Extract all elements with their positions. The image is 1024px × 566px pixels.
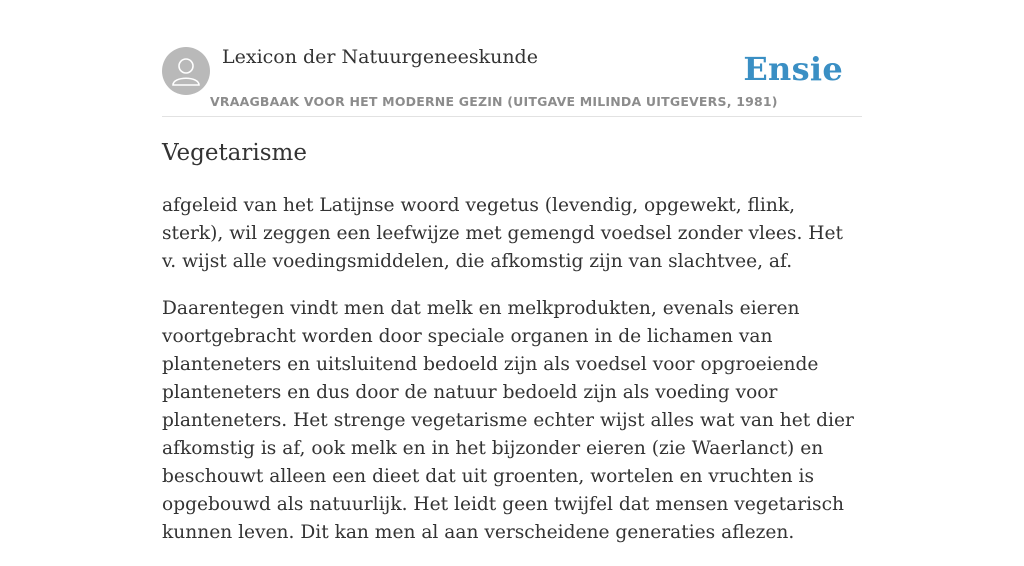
- entry-page: [162, 0, 862, 543]
- user-avatar-icon[interactable]: [162, 47, 210, 95]
- entry-title: Vegetarisme: [162, 140, 307, 166]
- entry-body: [162, 192, 862, 566]
- brand-logo[interactable]: Ensie: [743, 50, 843, 88]
- source-label: VRAAGBAAK VOOR HET MODERNE GEZIN (UITGAVE MILINDA UITGEVERS, 1981): [210, 94, 778, 109]
- body-paragraph: afgeleid van het Latijnse woord vegetus (levendig, opgewekt, flink, sterk), wil zeggen een leefwijze met gemengd voedsel zonder vlees. Het v. wijst alle voedingsmiddelen, die afkomstig zijn van slachtvee, af.: [162, 195, 843, 272]
- body-paragraph: Daarentegen vindt men dat melk en melkprodukten, evenals eieren voortgebracht worden door speciale organen in de lichamen van planteneters en uitsluitend bedoeld zijn als voedsel voor opgroeiende planteneters en dus door de natuur bedoeld zijn als voeding voor planteneters. Het strenge vegetarisme echter wijst alles wat van het dier afkomstig is af, ook melk en in het bijzonder eieren (zie Waerlanct) en beschouwt alleen een dieet dat uit groenten, wortelen en vruchten is opgebouwd als natuurlijk. Het leidt geen twijfel dat mensen vegetarisch kunnen leven. Dit kan men al aan verscheidene generaties aflezen.: [162, 298, 854, 543]
- lexicon-title-link[interactable]: Lexicon der Natuurgeneeskunde: [222, 46, 538, 68]
- entry-header: [162, 0, 862, 117]
